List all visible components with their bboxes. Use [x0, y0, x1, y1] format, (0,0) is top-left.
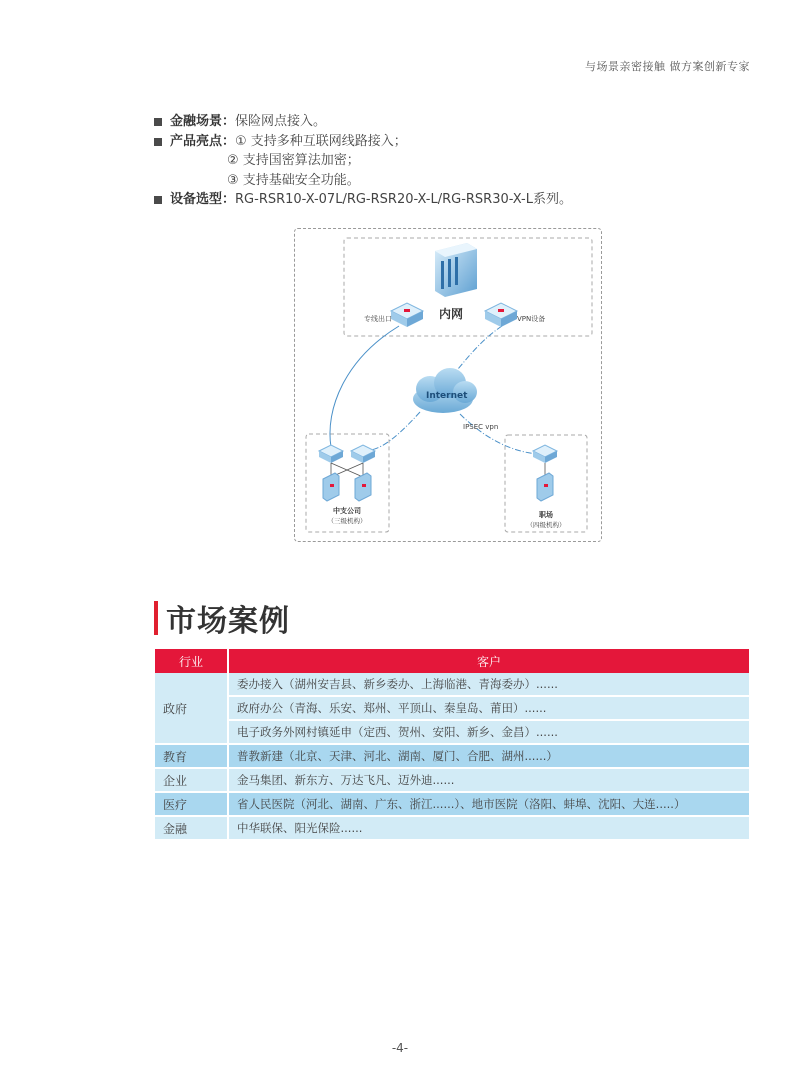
header-tagline: 与场景亲密接触 做方案创新专家 [585, 60, 750, 73]
section-heading [154, 596, 290, 640]
branch-router-icon [319, 445, 343, 463]
table-row [155, 673, 749, 696]
site-label-1: 职场 [539, 511, 553, 519]
header-industry: 行业 [155, 649, 228, 673]
bullet-highlight-2 [154, 151, 572, 171]
bullet-models [154, 190, 572, 210]
bullet-text: RG-RSR10-X-07L/RG-RSR20-X-L/RG-RSR30-X-L系列。 [235, 192, 572, 207]
network-diagram-svg [295, 229, 603, 543]
intranet-label: 内网 [439, 307, 464, 321]
section-title: 市场案例 [166, 604, 290, 639]
bullet-square-icon [154, 118, 162, 126]
bullet-scenario [154, 112, 572, 132]
page-number: -4- [391, 1041, 409, 1055]
industry-cell: 教育 [155, 744, 228, 768]
industry-cell: 医疗 [155, 792, 228, 816]
bullet-square-icon [154, 196, 162, 204]
industry-cell: 政府 [155, 673, 228, 744]
router-icon [391, 303, 423, 327]
server-icon [435, 243, 477, 297]
customer-cell: 金马集团、新东方、万达飞凡、迈外迪...... [228, 768, 749, 792]
customer-cell: 普教新建（北京、天津、河北、湖南、厦门、合肥、湖州......） [228, 744, 749, 768]
market-cases-table [155, 649, 749, 841]
industry-cell: 金融 [155, 816, 228, 840]
site-label-2: （四级机构） [526, 521, 566, 529]
table-row [155, 816, 749, 840]
bullet-highlight-3 [154, 171, 572, 191]
bullet-label: 产品亮点： [170, 133, 236, 149]
bullet-text: ③ 支持基础安全功能。 [227, 172, 360, 188]
internet-label: Internet [426, 391, 468, 401]
customer-cell: 委办接入（湖州安吉县、新乡委办、上海临港、青海委办）...... [228, 673, 749, 696]
customer-cell: 电子政务外网村镇延申（定西、贺州、安阳、新乡、金昌）...... [228, 720, 749, 744]
site-firewall-icon [537, 473, 553, 501]
dedicated-exit-label: 专线出口 [364, 315, 392, 323]
table-row [155, 744, 749, 768]
bullet-text: 保险网点接入。 [235, 114, 327, 129]
bullet-square-icon [154, 138, 162, 146]
branch-router-icon [351, 445, 375, 463]
customer-cell: 政府办公（青海、乐安、郑州、平顶山、秦皇岛、莆田）...... [228, 696, 749, 720]
bullet-text: ② 支持国密算法加密； [227, 153, 360, 168]
branch-firewall-icon [355, 473, 371, 501]
header-customer: 客户 [228, 649, 749, 673]
feature-list [154, 112, 572, 210]
ipsec-label: IPSEC vpn [463, 423, 499, 431]
bullet-text: ① 支持多种互联网线路接入； [235, 133, 407, 149]
table-row [155, 792, 749, 816]
table-row [155, 696, 749, 720]
branch-label-2: （三级机构） [327, 517, 367, 525]
site-router-icon [533, 445, 557, 463]
bullet-label: 金融场景： [170, 114, 236, 129]
vpn-device-label: VPN设备 [517, 315, 546, 323]
table-header-row [155, 649, 749, 673]
branch-label-1: 中支公司 [333, 507, 361, 515]
branch-firewall-icon [323, 473, 339, 501]
industry-cell: 企业 [155, 768, 228, 792]
router-icon [485, 303, 517, 327]
table-row [155, 768, 749, 792]
dedicated-line-link [330, 326, 399, 447]
customer-cell: 中华联保、阳光保险...... [228, 816, 749, 840]
customer-cell: 省人民医院（河北、湖南、广东、浙江......）、地市医院（洛阳、蚌埠、沈阳、大连.....） [228, 792, 749, 816]
bullet-label: 设备选型： [170, 192, 236, 207]
bullet-highlights [154, 132, 572, 152]
table-row [155, 720, 749, 744]
vpn-link-branch [371, 412, 420, 450]
network-diagram [294, 228, 602, 542]
heading-accent-bar [154, 601, 158, 635]
vpn-link-site [460, 414, 543, 454]
